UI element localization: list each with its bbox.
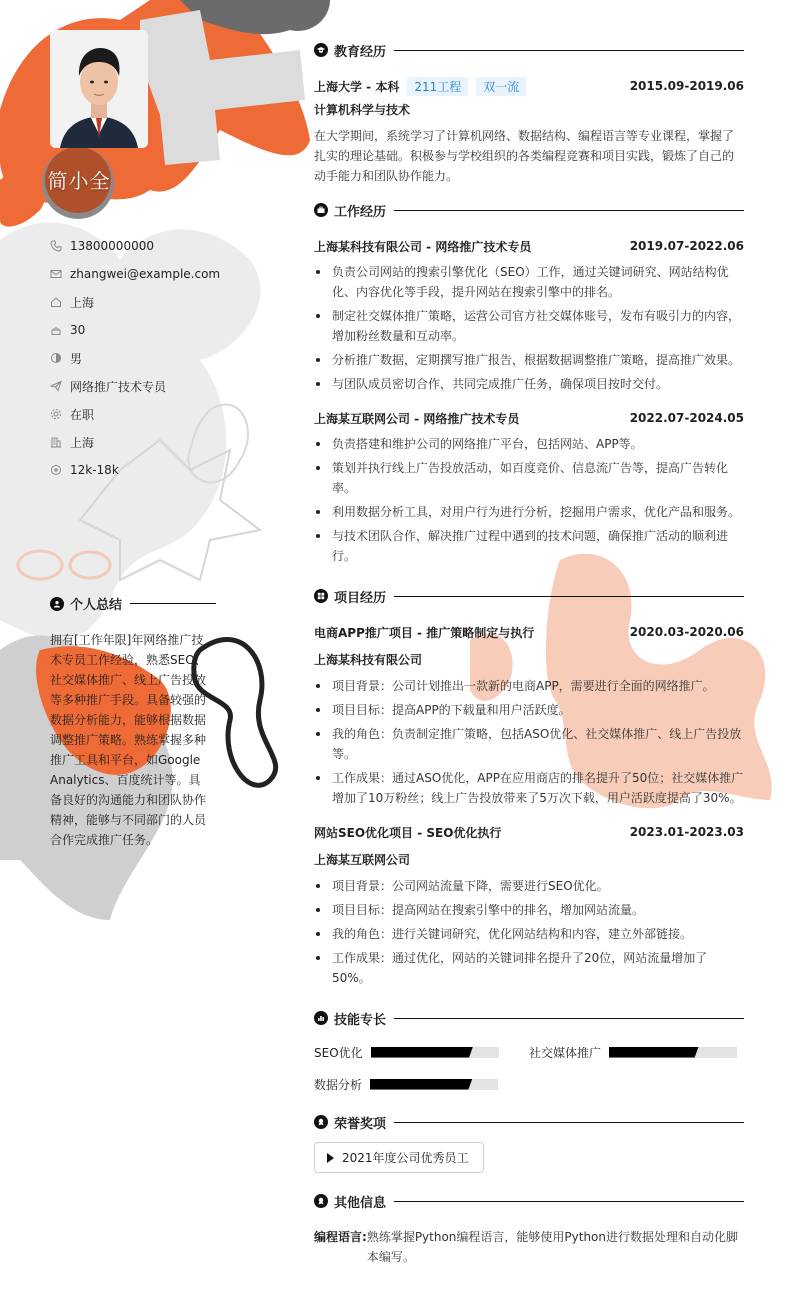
- work-title: 工作经历: [334, 204, 387, 220]
- summary-title-rule: [130, 603, 216, 604]
- education-date: 2015.09-2019.06: [629, 79, 744, 93]
- list-item: 工作成果：通过ASO优化，APP在应用商店的排名提升了50位；社交媒体推广增加了10万粉丝；线上广告投放带来了5万次下载，用户活跃度提高了30%。: [314, 768, 744, 808]
- summary-section-title: [50, 594, 216, 613]
- name-badge: [44, 148, 114, 210]
- other-key: 编程语言:: [314, 1230, 367, 1244]
- list-item: 我的角色：负责制定推广策略，包括ASO优化、社交媒体推广、线上广告投放等。: [314, 724, 744, 764]
- skills-section-title: [314, 1006, 744, 1030]
- education-tag: 双一流: [476, 77, 526, 96]
- projects-title-rule: [394, 596, 744, 597]
- honors-title: 荣誉奖项: [334, 1116, 387, 1132]
- avatar-illustration: [50, 30, 148, 148]
- info-salary: [50, 456, 270, 484]
- list-item: 工作成果：通过优化，网站的关键词排名提升了20位，网站流量增加了50%。: [314, 948, 744, 988]
- status-icon: [50, 408, 62, 420]
- salary-icon: [50, 464, 62, 476]
- project-header: [314, 620, 744, 644]
- list-item: 负责搭建和维护公司的网络推广平台，包括网站、APP等。: [314, 434, 744, 454]
- project-title: 网站SEO优化项目 - SEO优化执行: [314, 825, 502, 840]
- other-title: 其他信息: [334, 1195, 387, 1211]
- info-city-text: 上海: [70, 435, 95, 450]
- projects-title: 项目经历: [334, 590, 387, 606]
- briefcase-icon: [314, 203, 328, 217]
- education-title: 教育经历: [334, 44, 387, 60]
- skill-bar-fill: [371, 1047, 473, 1058]
- job-title: 上海某互联网公司 - 网络推广技术专员: [314, 411, 520, 426]
- skill-name: 社交媒体推广: [529, 1045, 602, 1060]
- skill-bar: [609, 1047, 737, 1058]
- profile-name: 简小全: [47, 168, 111, 193]
- education-section-title: [314, 38, 744, 62]
- info-salary-text: 12k-18k: [70, 463, 119, 477]
- age-icon: [50, 324, 62, 336]
- info-phone: [50, 232, 270, 260]
- job-header: [314, 234, 744, 258]
- project-header: [314, 820, 744, 844]
- info-status: [50, 400, 270, 428]
- list-item: 制定社交媒体推广策略，运营公司官方社交媒体账号，发布有吸引力的内容，增加粉丝数量和互动率。: [314, 306, 744, 346]
- skills-title-rule: [394, 1018, 744, 1019]
- email-icon: [50, 268, 62, 280]
- play-triangle-icon: [327, 1153, 334, 1163]
- honors-section-title: [314, 1110, 744, 1134]
- info-location: [50, 288, 270, 316]
- send-icon: [50, 380, 62, 392]
- skills-list: [314, 1036, 744, 1100]
- job-duties: [314, 262, 744, 394]
- job-duties: [314, 434, 744, 566]
- job-date: 2022.07-2024.05: [629, 411, 744, 425]
- list-item: 与团队成员密切合作，共同完成推广任务，确保项目按时交付。: [314, 374, 744, 394]
- project-details: [314, 876, 744, 988]
- info-city: [50, 428, 270, 456]
- bar-chart-icon: [314, 1011, 328, 1025]
- project-date: 2023.01-2023.03: [629, 825, 744, 839]
- skill-item: [314, 1068, 529, 1100]
- honor-item: [314, 1142, 484, 1173]
- phone-icon: [50, 240, 62, 252]
- list-item: 项目目标：提高网站在搜索引擎中的排名，增加网站流量。: [314, 900, 744, 920]
- education-title-rule: [394, 50, 744, 51]
- education-school: 上海大学 - 本科: [314, 79, 400, 94]
- project-date: 2020.03-2020.06: [629, 625, 744, 639]
- project-company: 上海某互联网公司: [314, 853, 411, 867]
- info-email-text: zhangwei@example.com: [70, 267, 221, 281]
- info-position-text: 网络推广技术专员: [70, 379, 167, 394]
- main-content: [314, 38, 744, 1267]
- skill-name: 数据分析: [314, 1077, 363, 1092]
- list-item: 负责公司网站的搜索引擎优化（SEO）工作，通过关键词研究、网站结构优化、内容优化等手段，提升网站在搜索引擎中的排名。: [314, 262, 744, 302]
- honors-title-rule: [394, 1122, 744, 1123]
- info-email: [50, 260, 270, 288]
- project-details: [314, 676, 744, 808]
- education-tag: 211工程: [407, 77, 468, 96]
- grid-icon: [314, 589, 328, 603]
- building-icon: [50, 436, 62, 448]
- skill-bar-fill: [370, 1079, 472, 1090]
- info-location-text: 上海: [70, 295, 95, 310]
- list-item: 与技术团队合作，解决推广过程中遇到的技术问题，确保推广活动的顺利进行。: [314, 526, 744, 566]
- info-status-text: 在职: [70, 407, 95, 422]
- info-gender: [50, 344, 270, 372]
- honor-text: 2021年度公司优秀员工: [342, 1151, 469, 1165]
- list-item: 分析推广数据，定期撰写推广报告，根据数据调整推广策略，提高推广效果。: [314, 350, 744, 370]
- info-gender-text: 男: [70, 351, 83, 366]
- profile-photo: [50, 30, 148, 148]
- skill-bar: [371, 1047, 499, 1058]
- info-age: [50, 316, 270, 344]
- skill-item: [529, 1036, 744, 1068]
- education-description: 在大学期间，系统学习了计算机网络、数据结构、编程语言等专业课程，掌握了扎实的理论基础。积极参与学校组织的各类编程竞赛和项目实践，锻炼了自己的动手能力和团队协作能力。: [314, 129, 735, 183]
- user-icon: [50, 597, 64, 611]
- other-info-row: [314, 1227, 744, 1267]
- education-header: [314, 74, 744, 98]
- list-item: 项目背景：公司计划推出一款新的电商APP，需要进行全面的网络推广。: [314, 676, 744, 696]
- other-value: 熟练掌握Python编程语言，能够使用Python进行数据处理和自动化脚本编写。: [366, 1230, 739, 1264]
- list-item: 项目目标：提高APP的下载量和用户活跃度。: [314, 700, 744, 720]
- other-section-title: [314, 1189, 744, 1213]
- orange-stripe-shape: [0, 168, 46, 227]
- contact-info-list: [50, 232, 270, 484]
- summary-text: 拥有[工作年限]年网络推广技术专员工作经验，熟悉SEO、社交媒体推广、线上广告投放等多种推广手段。具备较强的数据分析能力，能够根据数据调整推广策略。熟练掌握多种推广工具和平台，如Google Analytics、百度统计等。具备良好的沟通能力和团队协作精神，能够与不同部门的人员合作完成推广任务。: [50, 633, 207, 847]
- projects-section-title: [314, 584, 744, 608]
- award-icon: [314, 1115, 328, 1129]
- skills-title: 技能专长: [334, 1012, 387, 1028]
- list-item: 策划并执行线上广告投放活动，如百度竞价、信息流广告等，提高广告转化率。: [314, 458, 744, 498]
- list-item: 项目背景：公司网站流量下降，需要进行SEO优化。: [314, 876, 744, 896]
- list-item: 利用数据分析工具，对用户行为进行分析，挖掘用户需求，优化产品和服务。: [314, 502, 744, 522]
- skill-name: SEO优化: [314, 1045, 363, 1060]
- other-title-rule: [394, 1201, 744, 1202]
- job-title: 上海某科技有限公司 - 网络推广技术专员: [314, 239, 532, 254]
- summary-title: 个人总结: [70, 598, 123, 613]
- award-icon: [314, 1194, 328, 1208]
- skill-item: [314, 1036, 529, 1068]
- work-section-title: [314, 198, 744, 222]
- skill-bar-fill: [609, 1047, 699, 1058]
- project-company: 上海某科技有限公司: [314, 653, 423, 667]
- info-age-text: 30: [70, 323, 86, 337]
- skill-bar: [370, 1079, 498, 1090]
- work-title-rule: [394, 210, 744, 211]
- job-date: 2019.07-2022.06: [629, 239, 744, 253]
- job-header: [314, 406, 744, 430]
- info-position: [50, 372, 270, 400]
- graduation-cap-icon: [314, 43, 328, 57]
- project-title: 电商APP推广项目 - 推广策略制定与执行: [314, 625, 535, 640]
- gender-icon: [50, 352, 62, 364]
- education-major: 计算机科学与技术: [314, 103, 411, 117]
- list-item: 我的角色：进行关键词研究，优化网站结构和内容，建立外部链接。: [314, 924, 744, 944]
- home-icon: [50, 296, 62, 308]
- info-phone-text: 13800000000: [70, 239, 154, 253]
